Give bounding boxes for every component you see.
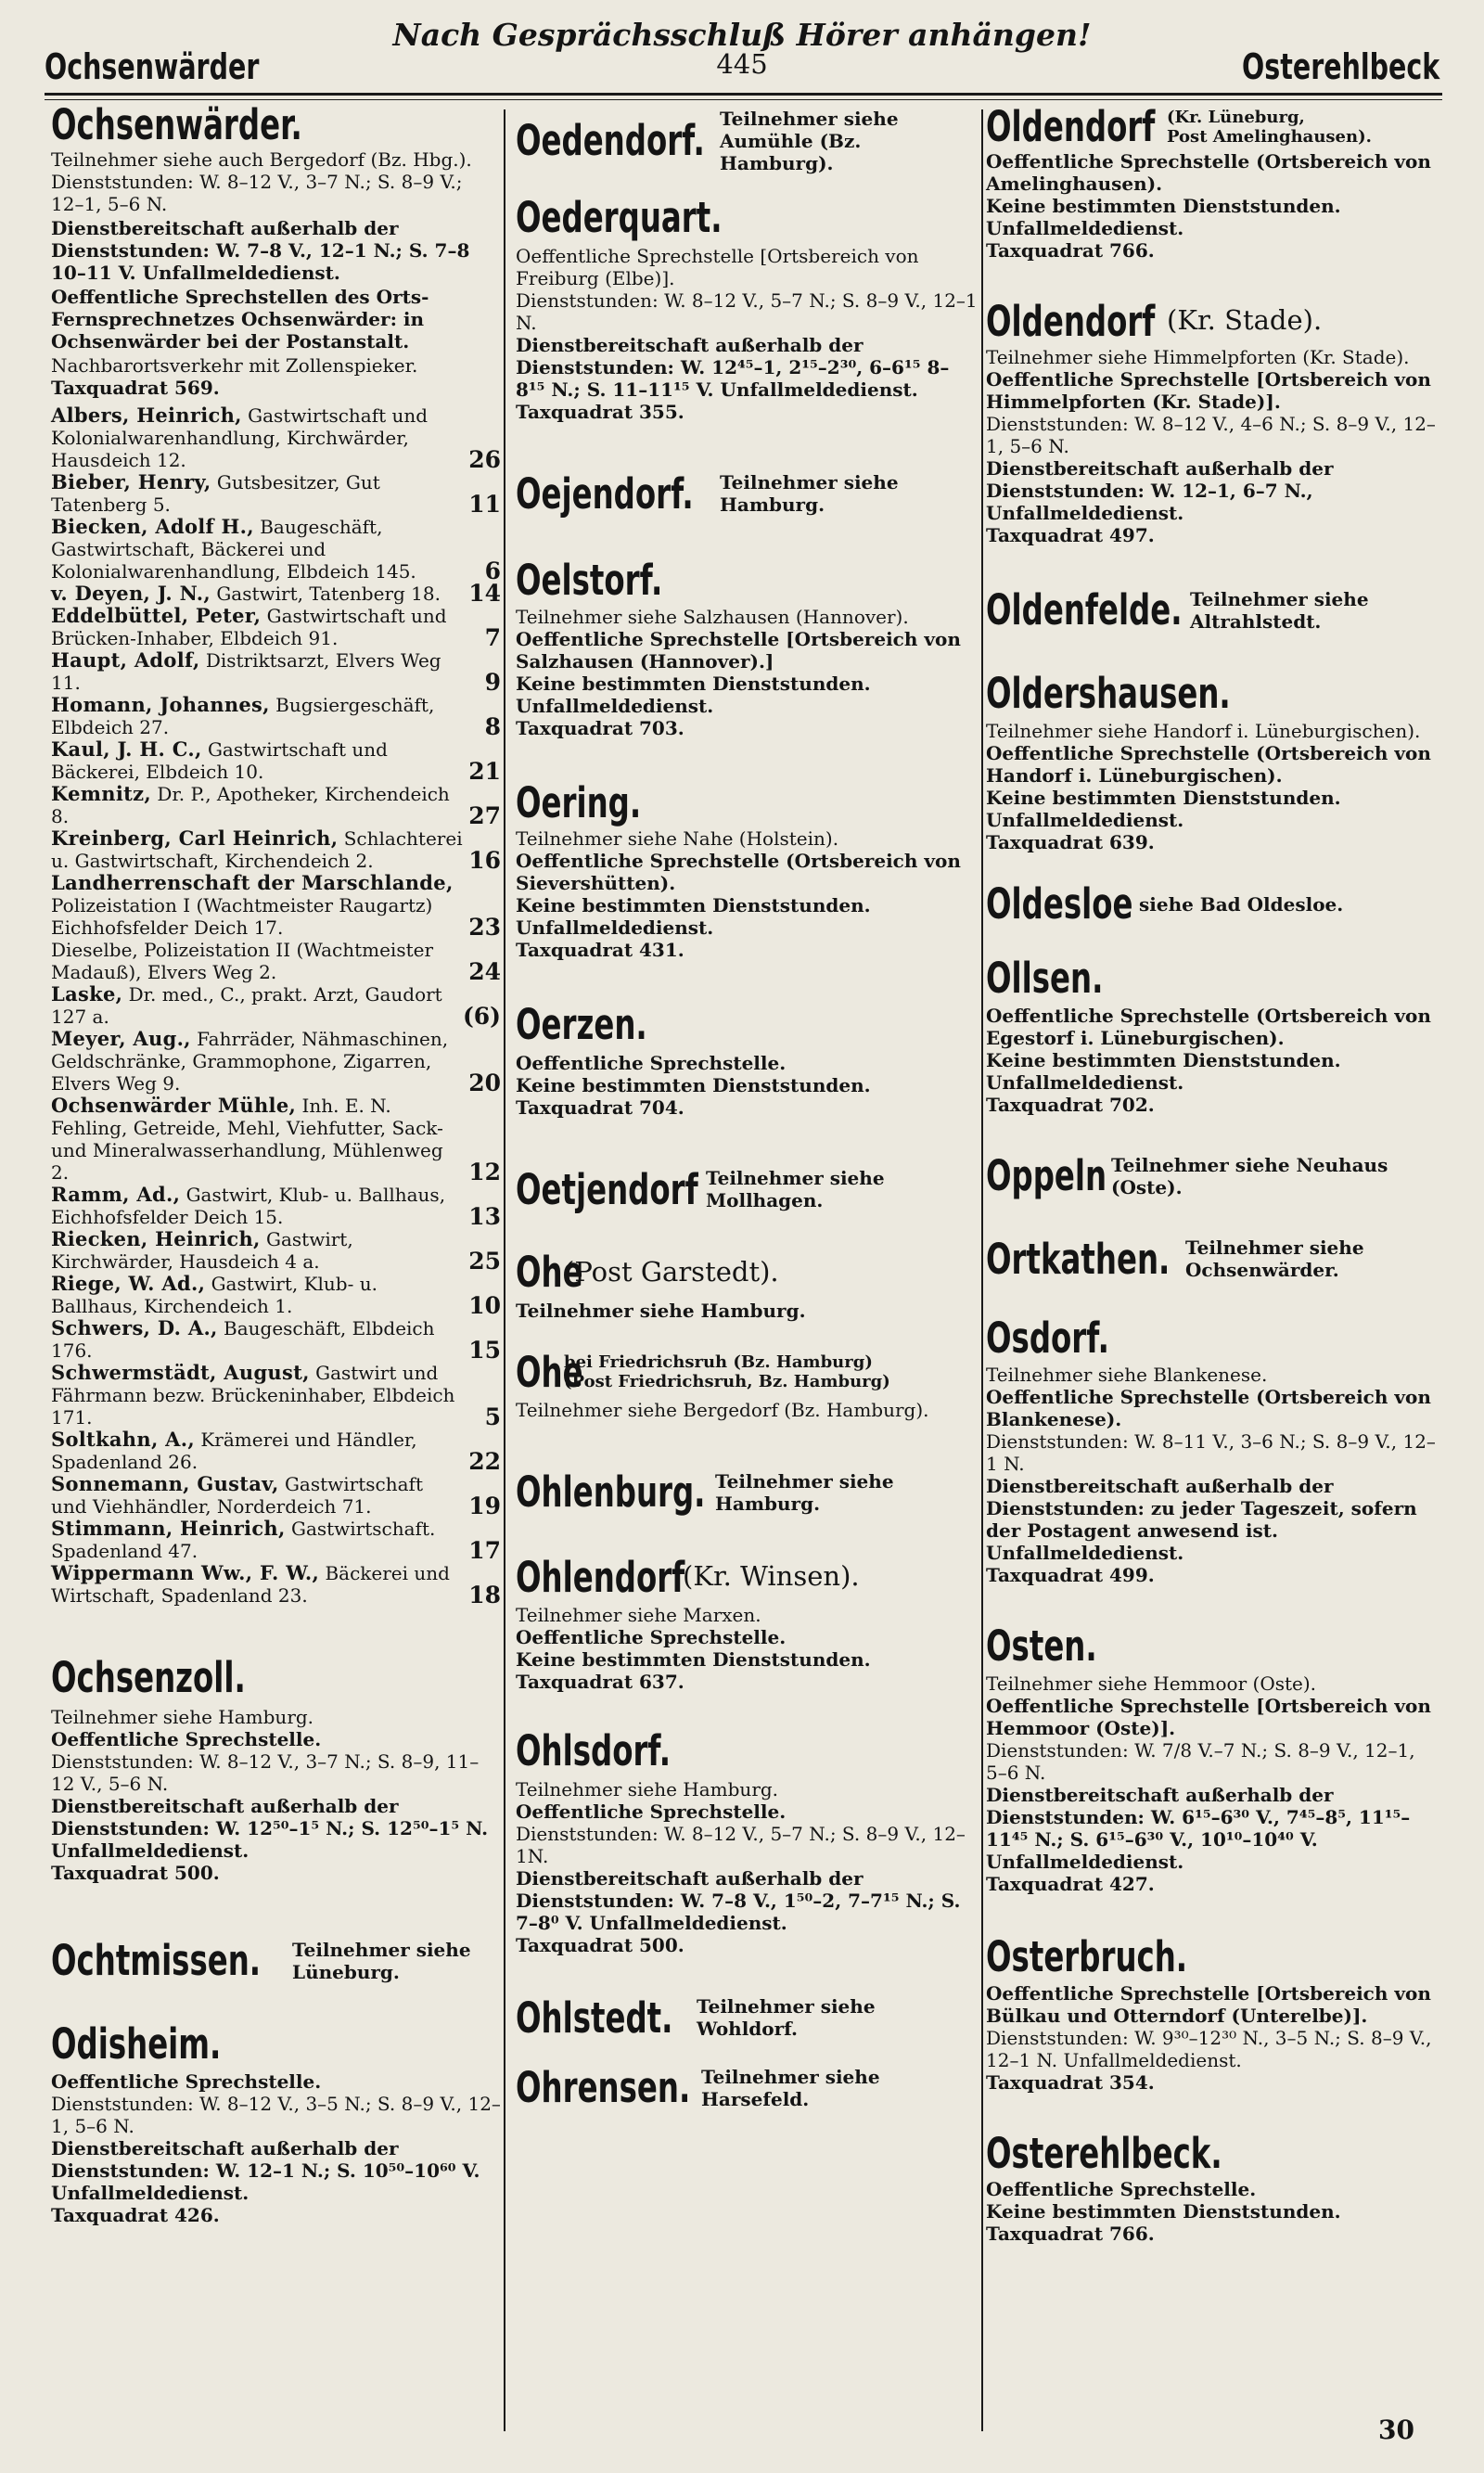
subscriber-entry	[51, 1228, 463, 1273]
entry-line: Oeffentliche Sprechstellen des Orts-Fernsprechnetzes Ochsenwärder: in Ochsenwärder bei der Postanstalt.	[51, 285, 429, 352]
entry-line: Teilnehmer siehe Handorf i. Lüneburgischen).	[986, 720, 1421, 742]
subscriber-entry	[51, 1473, 463, 1518]
entry-oederquart	[516, 195, 978, 423]
entry-ohe-garstedt	[516, 1249, 978, 1322]
subscriber-row	[51, 1317, 501, 1362]
place-heading: Oederquart.	[516, 193, 723, 242]
entry-line: Teilnehmer siehe Hemmoor (Oste).	[986, 1672, 1317, 1695]
subscriber-name: Sonnemann, Gustav,	[51, 1471, 279, 1495]
subscriber-number: 24	[468, 957, 501, 985]
entry-line: Oeffentliche Sprechstelle.	[51, 1728, 322, 1750]
footer-number: 30	[1378, 2415, 1414, 2445]
entry-line: Taxquadrat 702.	[986, 1094, 1155, 1116]
entry-line: Dienstbereitschaft außerhalb der Dienststunden: zu jeder Tageszeit, sofern der Postagent anwesend ist. Unfallmeldedienst.	[986, 1474, 1417, 1564]
place-heading: Ohe	[516, 1347, 583, 1397]
subscriber-name: Eddelbüttel, Peter,	[51, 603, 262, 627]
place-heading: Oldesloe	[986, 879, 1133, 929]
subscriber-details: Fahrräder, Nähmaschinen, Geldschränke, Grammophone, Zigarren, Elvers Weg 9.	[51, 1027, 449, 1095]
entry-line: Oeffentliche Sprechstelle.	[51, 2070, 322, 2093]
subscriber-row	[51, 827, 501, 872]
entry-line: Keine bestimmten Dienststunden. Unfallmeldedienst.	[516, 894, 871, 939]
entry-line: Unfallmeldedienst.	[51, 2182, 249, 2204]
subscriber-name: Albers, Heinrich,	[51, 403, 242, 427]
entry-suffix: (Kr. Winsen).	[683, 1560, 860, 1593]
subscriber-name: Soltkahn, A.,	[51, 1427, 195, 1451]
entry-ohlstedt	[516, 1992, 978, 2043]
entry-line: Teilnehmer siehe Nahe (Holstein).	[516, 827, 839, 850]
subscriber-row	[51, 1518, 501, 1562]
subscriber-details: Gastwirtschaft und Kolonialwarenhandlung, Kirchwärder, Hausdeich 12.	[51, 404, 429, 471]
place-heading: Oetjendorf	[516, 1164, 698, 1214]
subscriber-details: Polizeistation I (Wachtmeister Raugartz) Eichhofsfelder Deich 17.	[51, 893, 433, 939]
entry-line: Taxquadrat 766.	[986, 238, 1155, 262]
subscriber-name: Kreinberg, Carl Heinrich,	[51, 826, 339, 850]
entry-line: Dienstbereitschaft außerhalb der Dienststunden: W. 7–8 V., 1⁵⁰–2, 7–7¹⁵ N.; S. 7–8⁰ V. Unfallmeldedienst.	[516, 1866, 961, 1934]
entry-oering	[516, 777, 978, 962]
subscriber-number: 13	[468, 1202, 501, 1230]
place-heading: Ohlendorf	[516, 1552, 685, 1602]
entry-line: Dienstbereitschaft außerhalb der Dienststunden: W. 6¹⁵–6³⁰ V., 7⁴⁵–8⁵, 11¹⁵–11⁴⁵ N.; S. 6¹⁵–6³⁰ V., 10¹⁰–10⁴⁰ V. Unfallmeldedienst.	[986, 1784, 1411, 1873]
entry-oejendorf	[516, 468, 978, 519]
place-heading: Odisheim.	[51, 2018, 222, 2069]
subscriber-number: 20	[468, 1069, 501, 1096]
entry-line: Oeffentliche Sprechstelle (Ortsbereich von Blankenese).	[986, 1385, 1431, 1430]
subscriber-details: Gastwirt und Fährmann bezw. Brückeninhaber, Elbdeich 171.	[51, 1361, 455, 1429]
subscriber-entry	[51, 583, 463, 605]
entry-line: Teilnehmer siehe Bergedorf (Bz. Hamburg).	[516, 1399, 929, 1421]
entry-line: Oeffentliche Sprechstelle [Ortsbereich von Bülkau und Otterndorf (Unterelbe)].	[986, 1981, 1431, 2027]
subscriber-number: 23	[468, 913, 501, 941]
entry-suffix: (Post Garstedt).	[564, 1255, 779, 1288]
place-heading: Ohrensen.	[516, 2063, 691, 2112]
entry-suffix: Teilnehmer siehe Hamburg.	[715, 1469, 894, 1515]
entry-osterbruch	[986, 1934, 1440, 2094]
entry-line: Teilnehmer siehe Himmelpforten (Kr. Stade).	[986, 346, 1410, 368]
subscriber-details: Schlachterei u. Gastwirtschaft, Kirchendeich 2.	[51, 826, 463, 872]
entry-line: Keine bestimmten Dienststunden. Unfallmeldedienst.	[986, 787, 1341, 831]
subscriber-details: Gastwirt, Tatenberg 18.	[216, 582, 441, 605]
subscriber-row	[51, 1228, 501, 1273]
place-heading: Oldendorf	[986, 296, 1156, 346]
entry-line: Taxquadrat 704.	[516, 1096, 684, 1119]
place-heading: Ochsenwärder.	[51, 100, 302, 149]
entry-line: Teilnehmer siehe auch Bergedorf (Bz. Hbg.).	[51, 147, 472, 171]
entry-line: Keine bestimmten Dienststunden. Unfallmeldedienst.	[986, 194, 1341, 239]
page-number: 445	[716, 48, 768, 80]
entry-line: Oeffentliche Sprechstelle [Ortsbereich von Hemmoor (Oste)].	[986, 1695, 1431, 1739]
entry-line: Keine bestimmten Dienststunden. Unfallmeldedienst.	[986, 1049, 1341, 1094]
entry-line: Oeffentliche Sprechstelle.	[516, 1626, 787, 1648]
subscriber-details: Gastwirtschaft. Spadenland 47.	[51, 1517, 436, 1562]
subscriber-number: 15	[468, 1336, 501, 1364]
subscriber-details: Gutsbesitzer, Gut Tatenberg 5.	[51, 470, 380, 516]
subscriber-name: Meyer, Aug.,	[51, 1026, 191, 1050]
subscriber-entry	[51, 783, 463, 827]
subscriber-number: 19	[468, 1492, 501, 1519]
subscriber-number: 12	[468, 1158, 501, 1185]
subscriber-entry	[51, 1429, 463, 1473]
entry-line: Dienstbereitschaft außerhalb der Dienststunden: W. 7–8 V., 12–1 N.; S. 7–8 10–11 V. Unfallmeldedienst.	[51, 216, 470, 284]
subscriber-number: 25	[468, 1247, 501, 1275]
subscriber-entry	[51, 605, 469, 649]
subscriber-entry	[51, 1028, 463, 1095]
subscriber-entry	[51, 1184, 463, 1228]
subscriber-details: Krämerei und Händler, Spadenland 26.	[51, 1428, 417, 1473]
subscriber-row	[51, 983, 501, 1028]
subscriber-number: 16	[468, 846, 501, 874]
subheading-line: Post Amelinghausen).	[1167, 126, 1372, 147]
subscriber-row	[51, 1184, 501, 1228]
subscriber-name: Haupt, Adolf,	[51, 647, 200, 672]
subscriber-name: Ramm, Ad.,	[51, 1182, 181, 1206]
header-left-keyword: Ochsenwärder	[45, 46, 260, 87]
entry-details	[51, 148, 501, 399]
subscriber-list	[51, 404, 501, 1607]
subscriber-number: 14	[468, 579, 501, 607]
entry-line: Taxquadrat 427.	[986, 1873, 1155, 1895]
entry-line: Dienststunden: W. 9³⁰–12³⁰ N., 3–5 N.; S. 8–9 V., 12–1 N. Unfallmeldedienst.	[986, 2026, 1432, 2071]
place-heading: Ohlsdorf.	[516, 1726, 672, 1775]
entry-line: Oeffentliche Sprechstelle (Ortsbereich von Amelinghausen).	[986, 149, 1431, 195]
entry-oerzen	[516, 1002, 978, 1119]
entry-oldesloe	[986, 881, 1440, 928]
entry-ortkathen	[986, 1236, 1440, 1283]
subscriber-entry	[51, 516, 469, 583]
column-divider-1	[504, 109, 505, 2431]
subscriber-row	[51, 1362, 501, 1429]
entry-line: Taxquadrat 703.	[516, 716, 684, 739]
place-heading: Ohlstedt.	[516, 1992, 673, 2043]
entry-line: Oeffentliche Sprechstelle.	[516, 1051, 787, 1074]
subscriber-number: 7	[484, 623, 501, 651]
entry-line: Oeffentliche Sprechstelle (Ortsbereich von Egestorf i. Lüneburgischen).	[986, 1005, 1431, 1049]
place-heading: Oering.	[516, 777, 642, 827]
subscriber-number: 9	[484, 668, 501, 696]
subscriber-row	[51, 783, 501, 827]
subscriber-row	[51, 939, 501, 983]
place-heading: Osterbruch.	[986, 1932, 1188, 1981]
place-heading: Ochtmissen.	[51, 1936, 262, 1985]
entry-line: Oeffentliche Sprechstelle [Ortsbereich von Himmelpforten (Kr. Stade)].	[986, 368, 1431, 413]
entry-line: Taxquadrat 569.	[51, 376, 220, 399]
subscriber-name: v. Deyen, J. N.,	[51, 581, 211, 605]
entry-odisheim	[51, 2018, 501, 2227]
subscriber-row	[51, 738, 501, 783]
entry-suffix: Teilnehmer siehe Mollhagen.	[706, 1167, 885, 1212]
entry-ollsen	[986, 955, 1440, 1117]
subscriber-details: Gastwirtschaft und Bäckerei, Elbdeich 10.	[51, 737, 388, 783]
entry-suffix: Teilnehmer siehe Lüneburg.	[292, 1938, 471, 1983]
subscriber-row	[51, 1273, 501, 1317]
subscriber-number: 26	[468, 445, 501, 473]
entry-line: Dienststunden: W. 8–12 V., 4–6 N.; S. 8–9 V., 12–1, 5–6 N.	[986, 413, 1436, 457]
subscriber-number: 8	[484, 712, 501, 740]
subscriber-row	[51, 471, 501, 516]
subscriber-name: Riege, W. Ad.,	[51, 1271, 206, 1295]
subheading-line: (Post Friedrichsruh, Bz. Hamburg)	[564, 1372, 890, 1392]
entry-line: Teilnehmer siehe Hamburg.	[51, 1706, 314, 1728]
entry-line: Taxquadrat 426.	[51, 2204, 220, 2226]
entry-line: Dienststunden: W. 7/8 V.–7 N.; S. 8–9 V., 12–1, 5–6 N.	[986, 1739, 1415, 1784]
entry-line: Taxquadrat 637.	[516, 1671, 684, 1693]
place-heading: Oedendorf.	[516, 116, 705, 166]
subscriber-entry	[51, 1317, 463, 1362]
subscriber-details: Dieselbe, Polizeistation II (Wachtmeister Madauß), Elvers Weg 2.	[51, 938, 434, 983]
entry-line: Teilnehmer siehe Blankenese.	[986, 1363, 1268, 1386]
entry-line: Dienststunden: W. 8–12 V., 3–5 N.; S. 8–9 V., 12–1, 5–6 N.	[51, 2093, 501, 2137]
subscriber-name: Schwers, D. A.,	[51, 1315, 218, 1339]
subscriber-row	[51, 579, 501, 607]
entry-line: Keine bestimmten Dienststunden.	[516, 1648, 871, 1671]
subscriber-entry	[51, 471, 463, 516]
subscriber-details: Gastwirt, Kirchwärder, Hausdeich 4 a.	[51, 1227, 353, 1273]
subscriber-row	[51, 516, 501, 583]
subheading-line: bei Friedrichsruh (Bz. Hamburg)	[564, 1352, 873, 1373]
entry-oldenfelde	[986, 587, 1440, 634]
subscriber-entry	[51, 649, 469, 694]
subscriber-entry	[51, 1273, 463, 1317]
entry-oldershausen	[986, 668, 1440, 854]
subscriber-number: 22	[468, 1447, 501, 1475]
subscriber-details: Bugsiergeschäft, Elbdeich 27.	[51, 693, 435, 738]
subscriber-number: 6	[484, 557, 501, 584]
entry-osdorf	[986, 1315, 1440, 1586]
entry-oldendorf-lueneburg	[986, 104, 1440, 262]
header-right-keyword: Osterehlbeck	[1241, 46, 1439, 87]
entry-line: Taxquadrat 497.	[986, 524, 1155, 546]
place-heading: Ortkathen.	[986, 1234, 1171, 1284]
subscriber-name: Wippermann Ww., F. W.,	[51, 1560, 320, 1584]
entry-suffix: Teilnehmer siehe Aumühle (Bz. Hamburg).	[720, 108, 899, 174]
entry-subheading	[564, 1352, 890, 1391]
header-notice: Nach Gesprächsschluß Hörer anhängen!	[392, 17, 1092, 53]
subscriber-name: Biecken, Adolf H.,	[51, 514, 254, 538]
entry-suffix: (Kr. Stade).	[1167, 304, 1323, 337]
subscriber-entry	[51, 738, 463, 783]
entry-line: Keine bestimmten Dienststunden. Unfallmeldedienst.	[516, 672, 871, 717]
entry-ohlsdorf	[516, 1728, 978, 1956]
entry-line: Dienststunden: W. 8–11 V., 3–6 N.; S. 8–9 V., 12–1 N.	[986, 1429, 1436, 1475]
entry-line: Taxquadrat 431.	[516, 939, 684, 961]
page-header	[37, 17, 1447, 87]
subscriber-entry	[51, 1518, 463, 1562]
entry-line: Oeffentliche Sprechstelle.	[516, 1800, 787, 1823]
subscriber-entry	[51, 1362, 469, 1429]
place-heading: Ollsen.	[986, 953, 1104, 1003]
entry-line: Dienstbereitschaft außerhalb der Dienststunden: W. 12–1, 6–7 N., Unfallmeldedienst.	[986, 457, 1334, 524]
entry-line: Dienststunden: W. 8–12 V., 5–7 N.; S. 8–9 V., 12–1 N.	[516, 288, 978, 334]
entry-suffix: Teilnehmer siehe Harsefeld.	[701, 2065, 880, 2110]
subscriber-row	[51, 1429, 501, 1473]
entry-suffix: Teilnehmer siehe Wohldorf.	[697, 1995, 876, 2041]
subscriber-entry	[51, 1095, 463, 1184]
entry-line: Dienstbereitschaft außerhalb der Dienststunden: W. 12–1 N.; S. 10⁵⁰–10⁶⁰ V.	[51, 2137, 480, 2182]
entry-line: Teilnehmer siehe Marxen.	[516, 1604, 761, 1626]
entry-suffix: Teilnehmer siehe Neuhaus (Oste).	[1111, 1153, 1388, 1198]
place-heading: Oerzen.	[516, 1000, 647, 1049]
subscriber-entry	[51, 983, 457, 1028]
entry-line: Oeffentliche Sprechstelle (Ortsbereich von Handorf i. Lüneburgischen).	[986, 742, 1431, 787]
place-heading: Oejendorf.	[516, 468, 694, 519]
entry-line: Taxquadrat 355.	[516, 400, 684, 423]
place-heading: Ohlenburg.	[516, 1467, 706, 1517]
subscriber-entry	[51, 694, 469, 738]
subscriber-number: 18	[468, 1581, 501, 1608]
subscriber-details: Baugeschäft, Elbdeich 176.	[51, 1316, 435, 1362]
subscriber-row	[51, 1095, 501, 1184]
entry-line: Nachbarortsverkehr mit Zollenspieker.	[51, 353, 418, 377]
entry-osterehlbeck	[986, 2128, 1440, 2246]
entry-line: Keine bestimmten Dienststunden.	[516, 1073, 871, 1096]
entry-line: Teilnehmer siehe Hamburg.	[516, 1777, 779, 1800]
subscriber-row	[51, 872, 501, 939]
entry-ochsenwaerder	[51, 102, 501, 1607]
column-divider-2	[981, 109, 983, 2431]
subscriber-name: Kemnitz,	[51, 781, 151, 805]
subscriber-details: Gastwirtschaft und Viehhändler, Norderdeich 71.	[51, 1472, 423, 1518]
place-heading: Oelstorf.	[516, 556, 663, 605]
subscriber-entry	[51, 1562, 463, 1607]
entry-line: Oeffentliche Sprechstelle [Ortsbereich von Salzhausen (Hannover).]	[516, 627, 961, 673]
subscriber-number: 5	[484, 1403, 501, 1430]
subscriber-name: Stimmann, Heinrich,	[51, 1516, 286, 1540]
subscriber-details: Dr. med., C., prakt. Arzt, Gaudort 127 a.	[51, 982, 442, 1028]
subscriber-name: Bieber, Henry,	[51, 469, 211, 493]
entry-line: Teilnehmer siehe Hamburg.	[516, 1299, 806, 1322]
entry-ohlenburg	[516, 1469, 978, 1516]
entry-line: Dienstbereitschaft außerhalb der Dienststunden: W. 12⁵⁰–1⁵ N.; S. 12⁵⁰–1⁵ N. Unfallmeldedienst.	[51, 1795, 489, 1862]
subscriber-row	[51, 649, 501, 694]
subscriber-name: Schwermstädt, August,	[51, 1360, 310, 1384]
subscriber-details: Gastwirt, Klub- u. Ballhaus, Eichhofsfelder Deich 15.	[51, 1183, 446, 1228]
entry-ohlendorf	[516, 1552, 978, 1694]
entry-line: Dienstbereitschaft außerhalb der Dienststunden: W. 12⁴⁵–1, 2¹⁵–2³⁰, 6–6¹⁵ 8–8¹⁵ N.; S. 11–11¹⁵ V. Unfallmeldedienst.	[516, 333, 950, 401]
entry-line: Dienststunden: W. 8–12 V., 3–7 N.; S. 8–9, 11–12 V., 5–6 N.	[51, 1750, 480, 1795]
entry-ochsenzoll	[51, 1652, 501, 1885]
subscriber-name: Laske,	[51, 981, 123, 1006]
entry-line: Oeffentliche Sprechstelle [Ortsbereich von Freiburg (Elbe)].	[516, 244, 919, 289]
place-heading: Oldershausen.	[986, 668, 1231, 718]
entry-line: Dienststunden: W. 8–12 V., 5–7 N.; S. 8–9 V., 12–1N.	[516, 1822, 966, 1867]
subscriber-name: Homann, Johannes,	[51, 692, 270, 716]
entry-line: Taxquadrat 639.	[986, 831, 1155, 853]
entry-line: Taxquadrat 499.	[986, 1563, 1155, 1586]
entry-oelstorf	[516, 557, 978, 739]
entry-suffix: siehe Bad Oldesloe.	[1139, 892, 1344, 916]
place-heading: Ochsenzoll.	[51, 1652, 246, 1702]
place-heading: Ohe	[516, 1248, 583, 1297]
entry-line: Taxquadrat 354.	[986, 2070, 1155, 2094]
subscriber-entry	[51, 939, 463, 983]
subscriber-row	[51, 404, 501, 471]
entry-suffix: Teilnehmer siehe Ochsenwärder.	[1185, 1236, 1364, 1282]
subscriber-name: Ochsenwärder Mühle,	[51, 1093, 297, 1117]
subscriber-details: Dr. P., Apotheker, Kirchendeich 8.	[51, 782, 450, 827]
subscriber-row	[51, 1473, 501, 1518]
entry-ochtmissen	[51, 1938, 501, 1984]
place-heading: Osterehlbeck.	[986, 2128, 1222, 2178]
entry-line: Taxquadrat 500.	[51, 1862, 220, 1884]
column-2	[516, 91, 978, 2111]
entry-line: Taxquadrat 500.	[516, 1933, 684, 1956]
subscriber-details: Gastwirt, Klub- u. Ballhaus, Kirchendeich 1.	[51, 1272, 377, 1317]
place-heading: Osten.	[986, 1621, 1097, 1671]
subscriber-number: 10	[468, 1291, 501, 1319]
subscriber-entry	[51, 827, 463, 872]
subscriber-row	[51, 605, 501, 649]
entry-subheading	[1167, 108, 1372, 147]
subscriber-name: Landherrenschaft der Marschlande,	[51, 870, 454, 894]
subscriber-details: Bäckerei und Wirtschaft, Spadenland 23.	[51, 1561, 450, 1607]
subscriber-number: 27	[468, 801, 501, 829]
subheading-line: (Kr. Lüneburg,	[1167, 107, 1305, 127]
entry-ohe-friedrichsruh	[516, 1347, 978, 1422]
place-heading: Oldendorf	[986, 102, 1156, 151]
entry-oetjendorf	[516, 1164, 978, 1214]
subscriber-number: 21	[468, 757, 501, 785]
entry-line: Dienststunden: W. 8–12 V., 3–7 N.; S. 8–9 V.; 12–1, 5–6 N.	[51, 170, 463, 215]
subscriber-details: Gastwirtschaft und Brücken-Inhaber, Elbdeich 91.	[51, 604, 447, 649]
column-1	[51, 91, 501, 2226]
subscriber-entry	[51, 404, 463, 471]
subscriber-row	[51, 1028, 501, 1095]
subscriber-number: 11	[468, 490, 501, 518]
entry-line: Oeffentliche Sprechstelle (Ortsbereich von Sievershütten).	[516, 850, 961, 894]
entry-suffix: Teilnehmer siehe Altrahlstedt.	[1190, 587, 1369, 633]
entry-oldendorf-stade	[986, 296, 1440, 547]
place-heading: Oppeln	[986, 1151, 1107, 1200]
place-heading: Osdorf.	[986, 1313, 1109, 1363]
entry-oppeln	[986, 1153, 1440, 1199]
subscriber-row	[51, 694, 501, 738]
subscriber-row	[51, 1562, 501, 1607]
entry-ohrensen	[516, 2065, 978, 2111]
entry-oedendorf	[516, 108, 978, 174]
entry-line: Keine bestimmten Dienststunden. Taxquadrat 766.	[986, 2200, 1341, 2245]
subscriber-details: Distriktsarzt, Elvers Weg 11.	[51, 648, 441, 694]
entry-line: Teilnehmer siehe Salzhausen (Hannover).	[516, 605, 909, 628]
column-3	[986, 91, 1440, 2245]
subscriber-entry	[51, 872, 463, 939]
subscriber-name: Riecken, Heinrich,	[51, 1226, 261, 1250]
entry-osten	[986, 1623, 1440, 1896]
subscriber-name: Kaul, J. H. C.,	[51, 737, 202, 761]
place-heading: Oldenfelde.	[986, 585, 1183, 634]
entry-line: Oeffentliche Sprechstelle.	[986, 2178, 1257, 2200]
subscriber-number: 17	[468, 1536, 501, 1564]
subscriber-details: Baugeschäft, Gastwirtschaft, Bäckerei und Kolonialwarenhandlung, Elbdeich 145.	[51, 515, 416, 583]
subscriber-details: Inh. E. N. Fehling, Getreide, Mehl, Viehfutter, Sack- und Mineralwasserhandlung, Mühlenweg 2.	[51, 1094, 443, 1184]
subscriber-number: (6)	[462, 1002, 501, 1030]
entry-suffix: Teilnehmer siehe Hamburg.	[720, 471, 899, 517]
